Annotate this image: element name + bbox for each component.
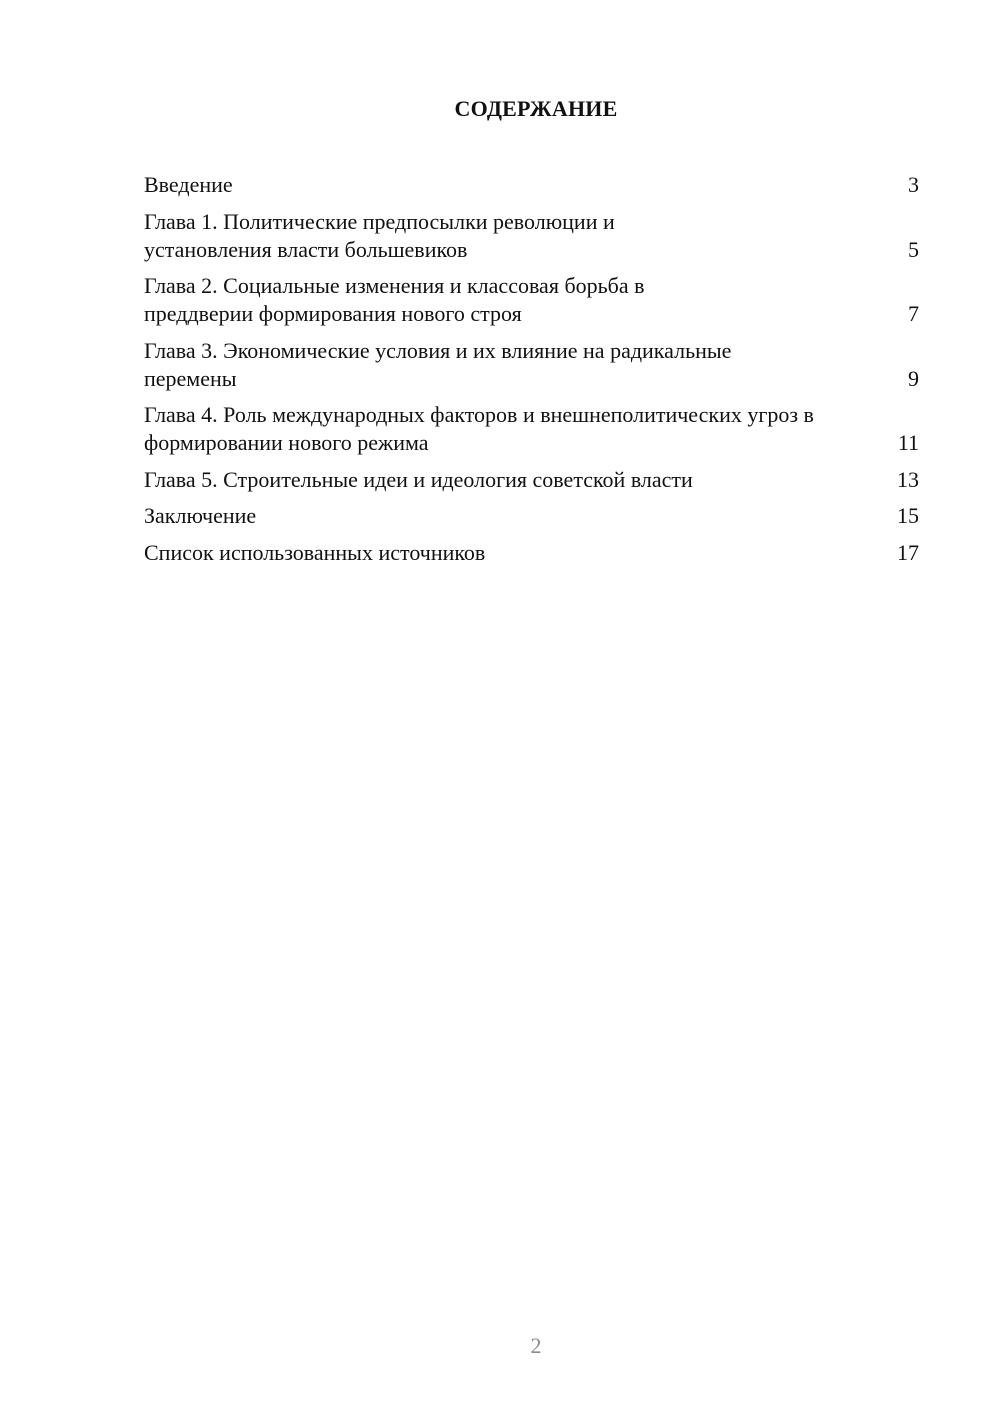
page-title: СОДЕРЖАНИЕ: [454, 96, 618, 121]
toc-entry-title: Глава 2. Социальные изменения и классовая борьба в преддверии формирования нового строя: [144, 273, 645, 326]
toc-entry: [144, 337, 919, 393]
toc-entry-page: 9: [908, 365, 919, 391]
toc-entry-title: Заключение: [144, 503, 257, 528]
toc-entry: [144, 208, 919, 264]
toc-entry-page: 11: [897, 430, 919, 455]
toc-entry: [144, 466, 919, 494]
toc-entry-page: 17: [897, 539, 919, 565]
toc-entry-title: Глава 5. Строительные идеи и идеология советской власти: [144, 466, 693, 492]
toc-entry-page: 3: [908, 172, 919, 197]
toc-entry-page: 15: [897, 503, 919, 528]
toc-entry-page: 13: [897, 466, 919, 492]
toc-entry-title: Список использованных источников: [144, 539, 486, 565]
toc-entry-page: 5: [908, 236, 919, 262]
toc-entry: [144, 272, 919, 328]
toc-entry: [144, 502, 919, 530]
toc-entry-title: Глава 3. Экономические условия и их влияние на радикальные перемены: [144, 337, 732, 391]
toc-entry-title: Введение: [144, 172, 233, 197]
toc-entry-page: 7: [908, 301, 919, 326]
table-of-contents: [144, 171, 919, 575]
toc-entry: [144, 171, 919, 199]
toc-entry-title: Глава 1. Политические предпосылки революции и установления власти большевиков: [144, 208, 615, 262]
toc-entry: [144, 401, 919, 457]
page-number: 2: [530, 1333, 542, 1358]
toc-entry: [144, 539, 919, 567]
toc-entry-title: Глава 4. Роль международных факторов и внешнеполитических угроз в формировании нового режима: [144, 402, 814, 455]
